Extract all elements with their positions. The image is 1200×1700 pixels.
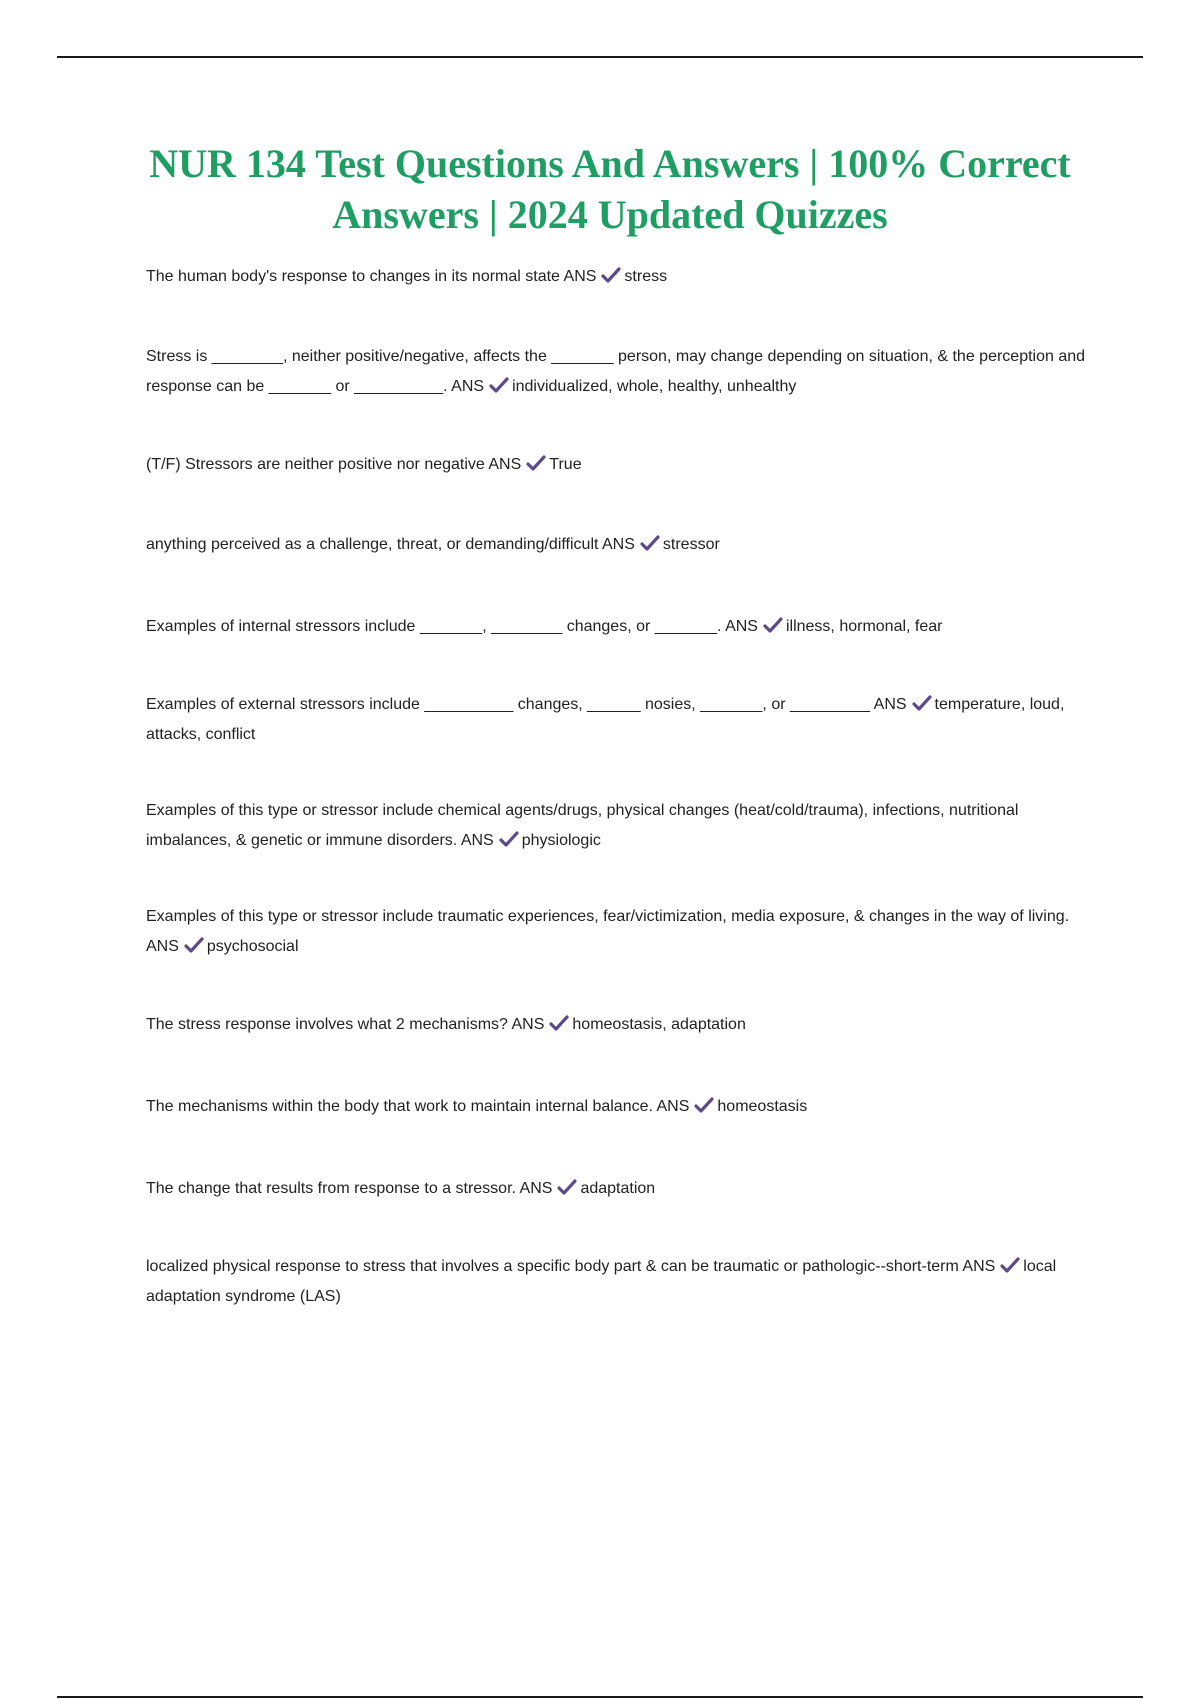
checkmark-icon bbox=[694, 1097, 714, 1113]
answer-text: adaptation bbox=[580, 1180, 656, 1197]
qa-item bbox=[146, 1092, 1096, 1122]
answer-text: True bbox=[549, 456, 582, 473]
answer-text: homeostasis bbox=[717, 1098, 808, 1115]
ans-label: ANS bbox=[511, 1016, 545, 1033]
ans-label: ANS bbox=[146, 938, 179, 955]
checkmark-icon bbox=[763, 617, 783, 633]
qa-item bbox=[146, 902, 1096, 962]
qa-item bbox=[146, 1010, 1096, 1040]
checkmark-icon bbox=[1000, 1257, 1020, 1273]
question-text: Examples of this type or stressor include chemical agents/drugs, physical changes (heat/cold/trauma), infections, nutritional imbalances, & genetic or immune disorders. bbox=[146, 802, 1019, 849]
answer-text: individualized, whole, healthy, unhealthy bbox=[512, 378, 797, 395]
checkmark-icon bbox=[489, 377, 509, 393]
qa-item bbox=[146, 450, 1096, 480]
qa-item bbox=[146, 796, 1096, 856]
checkmark-icon bbox=[549, 1015, 569, 1031]
checkmark-icon bbox=[526, 455, 546, 471]
checkmark-icon bbox=[499, 831, 519, 847]
answer-text: stress bbox=[624, 268, 668, 285]
ans-label: ANS bbox=[656, 1098, 690, 1115]
qa-item bbox=[146, 1252, 1096, 1312]
question-text: Examples of external stressors include __________ changes, ______ nosies, _______, or _________ bbox=[146, 696, 871, 713]
answer-text: physiologic bbox=[521, 832, 601, 849]
answer-text: temperature, loud, attacks, conflict bbox=[146, 696, 1065, 743]
ans-label: ANS bbox=[460, 832, 494, 849]
qa-item bbox=[146, 1174, 1096, 1204]
answer-text: psychosocial bbox=[206, 938, 299, 955]
ans-label: ANS bbox=[451, 378, 485, 395]
answer-text: local adaptation syndrome (LAS) bbox=[146, 1258, 1057, 1305]
ans-label: ANS bbox=[873, 696, 907, 713]
checkmark-icon bbox=[557, 1179, 577, 1195]
qa-item bbox=[146, 690, 1096, 750]
ans-label: ANS bbox=[725, 618, 758, 635]
question-text: anything perceived as a challenge, threat, or demanding/difficult bbox=[146, 536, 599, 553]
bottom-divider bbox=[57, 1696, 1143, 1698]
checkmark-icon bbox=[601, 267, 621, 283]
checkmark-icon bbox=[640, 535, 660, 551]
answer-text: stressor bbox=[662, 536, 720, 553]
checkmark-icon bbox=[912, 695, 932, 711]
document-title: NUR 134 Test Questions And Answers | 100% Correct Answers | 2024 Updated Quizzes bbox=[149, 141, 1071, 237]
ans-label: ANS bbox=[602, 536, 635, 553]
question-text: Stress is ________, neither positive/negative, affects the _______ person, may change depending on situation, & the perception and response can be _______ or __________. bbox=[146, 348, 1086, 395]
question-text: The stress response involves what 2 mechanisms? bbox=[146, 1016, 508, 1033]
question-text: localized physical response to stress that involves a specific body part & can be traumatic or pathologic--short-term bbox=[146, 1258, 959, 1275]
qa-item bbox=[146, 262, 1096, 292]
question-text: The change that results from response to a stressor. bbox=[146, 1180, 516, 1197]
ans-label: ANS bbox=[962, 1258, 996, 1275]
question-text: The mechanisms within the body that work to maintain internal balance. bbox=[146, 1098, 653, 1115]
ans-label: ANS bbox=[519, 1180, 553, 1197]
question-text: The human body's response to changes in its normal state bbox=[146, 268, 560, 285]
ans-label: ANS bbox=[488, 456, 522, 473]
qa-item bbox=[146, 612, 1096, 642]
qa-item bbox=[146, 530, 1096, 560]
ans-label: ANS bbox=[563, 268, 597, 285]
answer-text: homeostasis, adaptation bbox=[572, 1016, 746, 1033]
qa-item bbox=[146, 342, 1096, 402]
top-divider bbox=[57, 56, 1143, 58]
question-text: Examples of internal stressors include _______, ________ changes, or _______. bbox=[146, 618, 722, 635]
question-text: (T/F) Stressors are neither positive nor negative bbox=[146, 456, 485, 473]
checkmark-icon bbox=[184, 937, 204, 953]
question-text: Examples of this type or stressor include traumatic experiences, fear/victimization, media exposure, & changes in the way of living. bbox=[146, 908, 1070, 925]
answer-text: illness, hormonal, fear bbox=[785, 618, 943, 635]
